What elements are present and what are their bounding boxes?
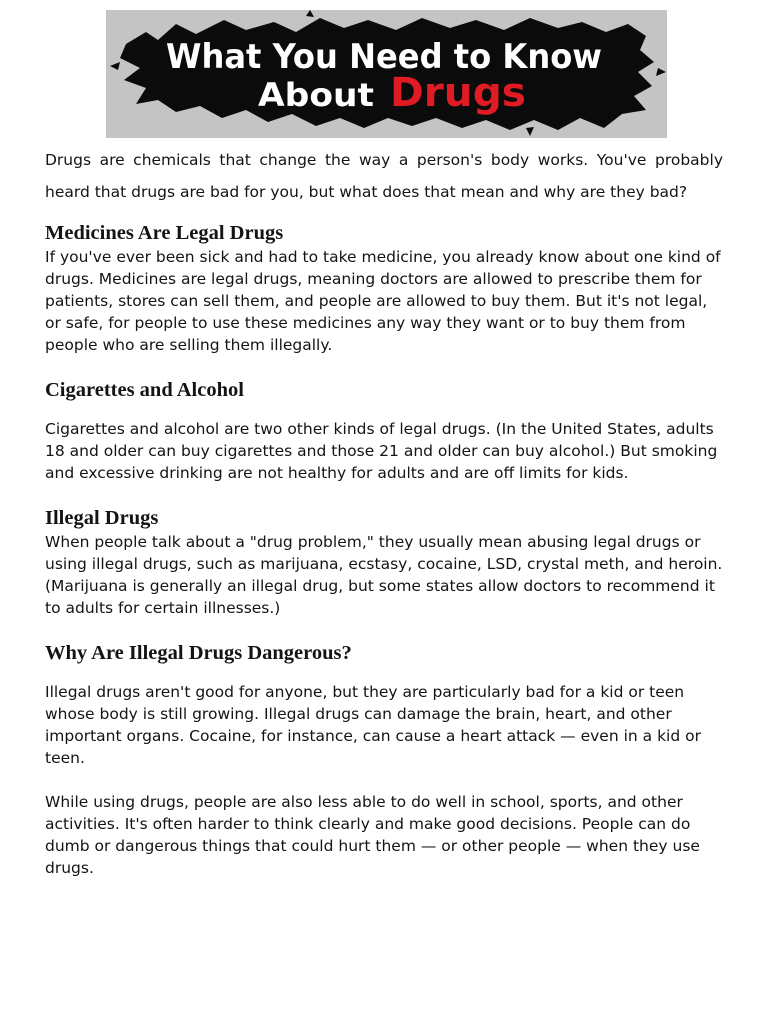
banner-line-2-red: Drugs: [390, 70, 526, 116]
banner-line-1: What You Need to Know: [166, 37, 602, 77]
section-heading: Illegal Drugs: [45, 507, 159, 529]
article-body: [45, 144, 723, 879]
section-cigarettes-alcohol: [45, 377, 723, 484]
title-banner: [106, 10, 667, 138]
section-paragraph: While using drugs, people are also less able to do well in school, sports, and other activities. It's often harder to think clearly and make good decisions. People can do dumb or dangerous things that could hurt them — or other people — when they use drugs.: [45, 793, 700, 877]
section-paragraph: If you've ever been sick and had to take medicine, you already know about one kind of drugs. Medicines are legal drugs, meaning doctors are allowed to prescribe them for patients, stores can sell them, and people are allowed to buy them. But it's not legal, or safe, for people to use these medicines any way they want or to buy them from people who are selling them illegally.: [45, 248, 721, 354]
section-paragraph: When people talk about a "drug problem," they usually mean abusing legal drugs or using illegal drugs, such as marijuana, ecstasy, cocaine, LSD, crystal meth, and heroin. (Marijuana is generally an illegal drug, but some states allow doctors to recommend it to adults for certain illnesses.): [45, 533, 723, 617]
section-why-dangerous: [45, 640, 723, 879]
intro-paragraph: Drugs are chemicals that change the way a person's body works. You've probably heard that drugs are bad for you, but what does that mean and why are they bad?: [45, 151, 723, 201]
section-medicines: [45, 220, 723, 356]
banner-line-2-white: About: [258, 76, 374, 114]
section-paragraph: Illegal drugs aren't good for anyone, but they are particularly bad for a kid or teen whose body is still growing. Illegal drugs can damage the brain, heart, and other important organs. Cocaine, for instance, can cause a heart attack — even in a kid or teen.: [45, 683, 701, 767]
section-heading: Medicines Are Legal Drugs: [45, 222, 284, 244]
section-illegal-drugs: [45, 505, 723, 619]
title-banner-graphic: [106, 10, 667, 138]
section-paragraph: Cigarettes and alcohol are two other kinds of legal drugs. (In the United States, adults 18 and older can buy cigarettes and those 21 and older can buy alcohol.) But smoking and excessive drinking are not healthy for adults and are off limits for kids.: [45, 420, 718, 482]
section-heading: Cigarettes and Alcohol: [45, 379, 244, 401]
section-heading: Why Are Illegal Drugs Dangerous?: [45, 642, 352, 664]
